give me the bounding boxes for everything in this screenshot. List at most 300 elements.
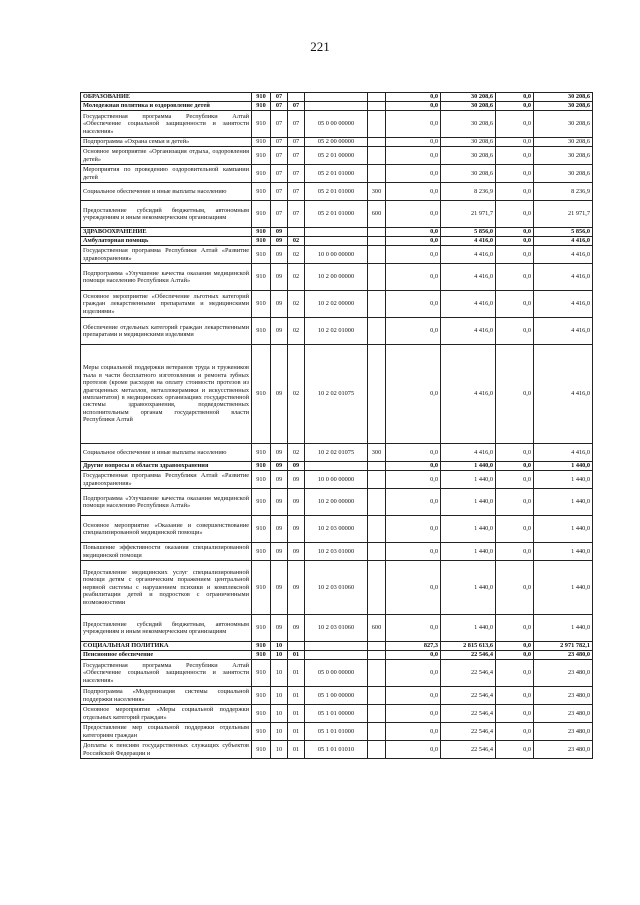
cell-amount-3: 0,0 xyxy=(496,318,534,345)
cell-gr: 910 xyxy=(252,183,271,201)
cell-pr xyxy=(288,228,305,237)
cell-pr: 07 xyxy=(288,183,305,201)
cell-csr: 10 2 03 00000 xyxy=(305,516,368,543)
cell-rz: 09 xyxy=(271,246,288,264)
cell-pr: 01 xyxy=(288,723,305,741)
table-row xyxy=(81,165,593,183)
table-row xyxy=(81,615,593,642)
cell-pr: 02 xyxy=(288,237,305,246)
cell-amount-4: 30 208,6 xyxy=(534,102,593,111)
cell-amount-2: 4 416,0 xyxy=(441,291,496,318)
cell-name: СОЦИАЛЬНАЯ ПОЛИТИКА xyxy=(81,642,252,651)
cell-name: Амбулаторная помощь xyxy=(81,237,252,246)
table-row xyxy=(81,462,593,471)
cell-amount-3: 0,0 xyxy=(496,201,534,228)
cell-amount-4: 30 208,6 xyxy=(534,147,593,165)
cell-rz: 09 xyxy=(271,264,288,291)
cell-csr: 05 0 00 00000 xyxy=(305,111,368,138)
cell-pr: 02 xyxy=(288,444,305,462)
cell-amount-1: 827,3 xyxy=(386,642,441,651)
cell-pr: 07 xyxy=(288,201,305,228)
cell-rz: 07 xyxy=(271,138,288,147)
table-row xyxy=(81,102,593,111)
cell-amount-3: 0,0 xyxy=(496,705,534,723)
table-row xyxy=(81,516,593,543)
cell-amount-1: 0,0 xyxy=(386,102,441,111)
cell-pr: 09 xyxy=(288,615,305,642)
table-row xyxy=(81,228,593,237)
cell-name: ОБРАЗОВАНИЕ xyxy=(81,93,252,102)
cell-csr: 10 0 00 00000 xyxy=(305,246,368,264)
cell-amount-1: 0,0 xyxy=(386,264,441,291)
table-row xyxy=(81,444,593,462)
cell-vr xyxy=(368,543,386,561)
cell-vr xyxy=(368,660,386,687)
cell-amount-1: 0,0 xyxy=(386,228,441,237)
cell-rz: 09 xyxy=(271,345,288,444)
cell-gr: 910 xyxy=(252,264,271,291)
cell-amount-2: 22 546,4 xyxy=(441,651,496,660)
cell-pr: 01 xyxy=(288,705,305,723)
cell-amount-2: 30 208,6 xyxy=(441,93,496,102)
cell-amount-4: 23 480,0 xyxy=(534,660,593,687)
cell-gr: 910 xyxy=(252,705,271,723)
cell-pr: 01 xyxy=(288,660,305,687)
cell-pr: 02 xyxy=(288,291,305,318)
page-number: 221 xyxy=(310,39,330,54)
cell-pr: 09 xyxy=(288,516,305,543)
cell-csr: 10 2 03 01060 xyxy=(305,561,368,615)
cell-amount-2: 1 440,0 xyxy=(441,561,496,615)
cell-amount-3: 0,0 xyxy=(496,93,534,102)
cell-pr: 01 xyxy=(288,651,305,660)
cell-name: Мероприятия по проведению оздоровительной кампании детей xyxy=(81,165,252,183)
cell-vr xyxy=(368,705,386,723)
cell-gr: 910 xyxy=(252,111,271,138)
cell-amount-3: 0,0 xyxy=(496,489,534,516)
cell-csr xyxy=(305,642,368,651)
cell-amount-4: 1 440,0 xyxy=(534,471,593,489)
cell-amount-3: 0,0 xyxy=(496,147,534,165)
cell-rz: 09 xyxy=(271,471,288,489)
cell-name: Обеспечение отдельных категорий граждан лекарственными препаратами и медицинскими изделиями xyxy=(81,318,252,345)
cell-amount-2: 30 208,6 xyxy=(441,111,496,138)
cell-rz: 09 xyxy=(271,318,288,345)
cell-amount-1: 0,0 xyxy=(386,741,441,759)
cell-vr xyxy=(368,561,386,615)
table-row xyxy=(81,237,593,246)
table-row xyxy=(81,93,593,102)
cell-amount-3: 0,0 xyxy=(496,237,534,246)
cell-amount-3: 0,0 xyxy=(496,660,534,687)
cell-amount-1: 0,0 xyxy=(386,147,441,165)
cell-csr: 05 1 01 01000 xyxy=(305,723,368,741)
cell-amount-1: 0,0 xyxy=(386,489,441,516)
cell-csr: 05 2 01 01000 xyxy=(305,165,368,183)
cell-csr xyxy=(305,651,368,660)
cell-amount-2: 1 440,0 xyxy=(441,615,496,642)
cell-rz: 07 xyxy=(271,111,288,138)
cell-amount-3: 0,0 xyxy=(496,615,534,642)
cell-rz: 10 xyxy=(271,642,288,651)
cell-amount-3: 0,0 xyxy=(496,687,534,705)
cell-amount-3: 0,0 xyxy=(496,165,534,183)
cell-amount-4: 4 416,0 xyxy=(534,345,593,444)
cell-rz: 10 xyxy=(271,741,288,759)
table-row xyxy=(81,471,593,489)
cell-pr: 09 xyxy=(288,543,305,561)
cell-amount-1: 0,0 xyxy=(386,615,441,642)
cell-amount-4: 4 416,0 xyxy=(534,237,593,246)
cell-gr: 910 xyxy=(252,102,271,111)
cell-vr xyxy=(368,516,386,543)
cell-amount-3: 0,0 xyxy=(496,516,534,543)
cell-amount-2: 4 416,0 xyxy=(441,444,496,462)
cell-amount-4: 4 416,0 xyxy=(534,444,593,462)
cell-vr xyxy=(368,246,386,264)
table-row xyxy=(81,291,593,318)
table-body xyxy=(81,93,593,759)
cell-gr: 910 xyxy=(252,561,271,615)
cell-csr: 05 2 01 01000 xyxy=(305,201,368,228)
cell-amount-4: 1 440,0 xyxy=(534,561,593,615)
cell-amount-3: 0,0 xyxy=(496,264,534,291)
cell-amount-2: 4 416,0 xyxy=(441,345,496,444)
cell-rz: 09 xyxy=(271,543,288,561)
cell-csr: 10 0 00 00000 xyxy=(305,471,368,489)
cell-amount-2: 1 440,0 xyxy=(441,516,496,543)
cell-name: Предоставление медицинских услуг специализированной помощи детям с органическим поражением центральной нервной системы с нарушением психики и комплексной реабилитации детей и подростков с ограниченными возможностями xyxy=(81,561,252,615)
cell-rz: 07 xyxy=(271,93,288,102)
cell-amount-1: 0,0 xyxy=(386,237,441,246)
cell-vr xyxy=(368,138,386,147)
cell-csr: 10 2 03 01060 xyxy=(305,615,368,642)
cell-amount-3: 0,0 xyxy=(496,723,534,741)
cell-rz: 09 xyxy=(271,489,288,516)
cell-vr xyxy=(368,165,386,183)
cell-amount-2: 30 208,6 xyxy=(441,165,496,183)
cell-amount-4: 30 208,6 xyxy=(534,138,593,147)
cell-rz: 09 xyxy=(271,516,288,543)
cell-vr: 600 xyxy=(368,201,386,228)
cell-csr: 10 2 02 00000 xyxy=(305,291,368,318)
cell-csr xyxy=(305,237,368,246)
cell-amount-4: 4 416,0 xyxy=(534,318,593,345)
cell-name: Основное мероприятие «Оказание и совершенствование специализированной медицинской помощи» xyxy=(81,516,252,543)
cell-csr: 05 1 01 00000 xyxy=(305,705,368,723)
cell-name: Другие вопросы в области здравоохранения xyxy=(81,462,252,471)
cell-gr: 910 xyxy=(252,741,271,759)
table-row xyxy=(81,201,593,228)
cell-name: Подпрограмма «Улучшение качества оказания медицинской помощи населению Республики Алтай» xyxy=(81,264,252,291)
table-row xyxy=(81,318,593,345)
cell-vr xyxy=(368,471,386,489)
cell-vr: 600 xyxy=(368,615,386,642)
cell-csr xyxy=(305,462,368,471)
cell-gr: 910 xyxy=(252,723,271,741)
cell-gr: 910 xyxy=(252,543,271,561)
cell-gr: 910 xyxy=(252,291,271,318)
cell-gr: 910 xyxy=(252,93,271,102)
cell-amount-4: 1 440,0 xyxy=(534,543,593,561)
cell-name: Предоставление мер социальной поддержки отдельным категориям граждан xyxy=(81,723,252,741)
cell-vr xyxy=(368,462,386,471)
cell-amount-1: 0,0 xyxy=(386,345,441,444)
cell-gr: 910 xyxy=(252,318,271,345)
cell-vr: 300 xyxy=(368,444,386,462)
cell-csr: 05 2 01 01000 xyxy=(305,183,368,201)
table-row xyxy=(81,561,593,615)
cell-pr: 01 xyxy=(288,687,305,705)
cell-vr xyxy=(368,741,386,759)
cell-pr: 07 xyxy=(288,138,305,147)
cell-amount-1: 0,0 xyxy=(386,543,441,561)
cell-amount-2: 4 416,0 xyxy=(441,237,496,246)
cell-amount-4: 23 480,0 xyxy=(534,687,593,705)
cell-amount-2: 4 416,0 xyxy=(441,264,496,291)
cell-amount-1: 0,0 xyxy=(386,318,441,345)
cell-pr: 02 xyxy=(288,345,305,444)
cell-vr xyxy=(368,489,386,516)
cell-gr: 910 xyxy=(252,228,271,237)
cell-rz: 10 xyxy=(271,651,288,660)
cell-csr: 05 1 00 00000 xyxy=(305,687,368,705)
cell-name: Основное мероприятие «Обеспечение льготных категорий граждан лекарственными препаратами и медицинскими изделиями» xyxy=(81,291,252,318)
cell-name: Доплаты к пенсиям государственных служащих субъектов Российской Федерации и xyxy=(81,741,252,759)
cell-amount-3: 0,0 xyxy=(496,462,534,471)
cell-name: Государственная программа Республики Алтай «Обеспечение социальной защищенности и занятости населения» xyxy=(81,111,252,138)
cell-vr xyxy=(368,642,386,651)
cell-amount-4: 8 236,9 xyxy=(534,183,593,201)
cell-amount-4: 4 416,0 xyxy=(534,291,593,318)
table-row xyxy=(81,642,593,651)
cell-name: ЗДРАВООХРАНЕНИЕ xyxy=(81,228,252,237)
cell-amount-2: 1 440,0 xyxy=(441,543,496,561)
cell-csr xyxy=(305,93,368,102)
cell-gr: 910 xyxy=(252,615,271,642)
cell-amount-2: 22 546,4 xyxy=(441,687,496,705)
cell-vr xyxy=(368,687,386,705)
cell-amount-2: 1 440,0 xyxy=(441,489,496,516)
table-row xyxy=(81,111,593,138)
cell-csr: 05 2 01 00000 xyxy=(305,147,368,165)
cell-amount-1: 0,0 xyxy=(386,93,441,102)
cell-rz: 09 xyxy=(271,237,288,246)
cell-csr: 10 2 02 01075 xyxy=(305,345,368,444)
cell-amount-2: 1 440,0 xyxy=(441,462,496,471)
cell-gr: 910 xyxy=(252,660,271,687)
cell-gr: 910 xyxy=(252,687,271,705)
cell-gr: 910 xyxy=(252,201,271,228)
cell-vr xyxy=(368,228,386,237)
cell-amount-3: 0,0 xyxy=(496,138,534,147)
table-row xyxy=(81,183,593,201)
cell-rz: 10 xyxy=(271,687,288,705)
cell-pr: 01 xyxy=(288,741,305,759)
cell-amount-4: 1 440,0 xyxy=(534,516,593,543)
cell-amount-2: 22 546,4 xyxy=(441,660,496,687)
cell-csr: 10 2 00 00000 xyxy=(305,489,368,516)
cell-vr xyxy=(368,345,386,444)
cell-amount-1: 0,0 xyxy=(386,651,441,660)
cell-vr xyxy=(368,318,386,345)
cell-rz: 10 xyxy=(271,660,288,687)
cell-vr xyxy=(368,723,386,741)
cell-rz: 07 xyxy=(271,183,288,201)
cell-vr xyxy=(368,264,386,291)
cell-amount-1: 0,0 xyxy=(386,687,441,705)
cell-name: Государственная программа Республики Алтай «Развитие здравоохранения» xyxy=(81,246,252,264)
cell-gr: 910 xyxy=(252,147,271,165)
cell-gr: 910 xyxy=(252,165,271,183)
cell-gr: 910 xyxy=(252,651,271,660)
cell-pr: 09 xyxy=(288,471,305,489)
cell-amount-3: 0,0 xyxy=(496,471,534,489)
cell-rz: 09 xyxy=(271,561,288,615)
cell-amount-1: 0,0 xyxy=(386,705,441,723)
cell-rz: 07 xyxy=(271,201,288,228)
cell-amount-2: 22 546,4 xyxy=(441,741,496,759)
cell-rz: 07 xyxy=(271,147,288,165)
cell-rz: 09 xyxy=(271,228,288,237)
budget-table xyxy=(80,92,593,759)
cell-vr xyxy=(368,147,386,165)
cell-amount-2: 4 416,0 xyxy=(441,246,496,264)
table-row xyxy=(81,543,593,561)
cell-rz: 09 xyxy=(271,615,288,642)
cell-gr: 910 xyxy=(252,642,271,651)
cell-amount-4: 2 971 782,1 xyxy=(534,642,593,651)
cell-rz: 07 xyxy=(271,102,288,111)
cell-gr: 910 xyxy=(252,345,271,444)
cell-amount-4: 30 208,6 xyxy=(534,165,593,183)
cell-pr: 07 xyxy=(288,102,305,111)
table-row xyxy=(81,705,593,723)
cell-amount-2: 22 546,4 xyxy=(441,723,496,741)
cell-name: Подпрограмма «Охрана семьи и детей» xyxy=(81,138,252,147)
cell-amount-4: 21 971,7 xyxy=(534,201,593,228)
cell-rz: 07 xyxy=(271,165,288,183)
cell-name: Предоставление субсидий бюджетным, автономным учреждениям и иным некоммерческим организациям xyxy=(81,201,252,228)
cell-name: Меры социальной поддержки ветеранов труда и тружеников тыла в части бесплатного изготовления и ремонта зубных протезов (кроме расходов на оплату стоимости протезов из драгоценных металлов, металлокерамики и искусственных имплантатов) в медицинских организациях государственной системы здравоохранения, подведомственных исполнительным органам государственной власти Республики Алтай xyxy=(81,345,252,444)
cell-vr xyxy=(368,651,386,660)
cell-amount-2: 30 208,6 xyxy=(441,147,496,165)
cell-vr xyxy=(368,111,386,138)
cell-pr: 02 xyxy=(288,264,305,291)
cell-name: Социальное обеспечение и иные выплаты населению xyxy=(81,444,252,462)
cell-amount-3: 0,0 xyxy=(496,111,534,138)
cell-name: Основное мероприятие «Организация отдыха, оздоровления детей» xyxy=(81,147,252,165)
cell-gr: 910 xyxy=(252,237,271,246)
cell-amount-2: 5 856,0 xyxy=(441,228,496,237)
cell-gr: 910 xyxy=(252,138,271,147)
cell-amount-3: 0,0 xyxy=(496,651,534,660)
cell-amount-4: 23 480,0 xyxy=(534,741,593,759)
cell-amount-1: 0,0 xyxy=(386,111,441,138)
cell-amount-2: 8 236,9 xyxy=(441,183,496,201)
cell-gr: 910 xyxy=(252,246,271,264)
cell-pr: 09 xyxy=(288,462,305,471)
cell-amount-4: 1 440,0 xyxy=(534,462,593,471)
cell-name: Подпрограмма «Улучшение качества оказания медицинской помощи населению Республики Алтай» xyxy=(81,489,252,516)
cell-vr xyxy=(368,291,386,318)
cell-rz: 09 xyxy=(271,444,288,462)
cell-pr xyxy=(288,93,305,102)
cell-name: Пенсионное обеспечение xyxy=(81,651,252,660)
cell-amount-3: 0,0 xyxy=(496,246,534,264)
cell-rz: 10 xyxy=(271,705,288,723)
cell-amount-2: 4 416,0 xyxy=(441,318,496,345)
cell-gr: 910 xyxy=(252,462,271,471)
cell-csr: 05 0 00 00000 xyxy=(305,660,368,687)
cell-amount-3: 0,0 xyxy=(496,741,534,759)
table-row xyxy=(81,741,593,759)
cell-vr: 300 xyxy=(368,183,386,201)
cell-pr: 07 xyxy=(288,165,305,183)
cell-gr: 910 xyxy=(252,516,271,543)
cell-gr: 910 xyxy=(252,444,271,462)
cell-csr: 05 1 01 01010 xyxy=(305,741,368,759)
table-row xyxy=(81,264,593,291)
cell-amount-3: 0,0 xyxy=(496,291,534,318)
cell-amount-2: 1 440,0 xyxy=(441,471,496,489)
cell-name: Основное мероприятие «Меры социальной поддержки отдельных категорий граждан» xyxy=(81,705,252,723)
cell-pr: 02 xyxy=(288,318,305,345)
cell-amount-2: 2 815 613,6 xyxy=(441,642,496,651)
cell-amount-2: 30 208,6 xyxy=(441,102,496,111)
cell-amount-1: 0,0 xyxy=(386,201,441,228)
table-row xyxy=(81,723,593,741)
cell-gr: 910 xyxy=(252,489,271,516)
cell-csr: 10 2 02 01000 xyxy=(305,318,368,345)
cell-amount-1: 0,0 xyxy=(386,165,441,183)
cell-vr xyxy=(368,237,386,246)
cell-amount-4: 30 208,6 xyxy=(534,93,593,102)
cell-amount-3: 0,0 xyxy=(496,561,534,615)
cell-csr: 05 2 00 00000 xyxy=(305,138,368,147)
cell-pr: 09 xyxy=(288,489,305,516)
cell-amount-4: 4 416,0 xyxy=(534,246,593,264)
cell-amount-1: 0,0 xyxy=(386,471,441,489)
cell-name: Подпрограмма «Модернизация системы социальной поддержки населения» xyxy=(81,687,252,705)
cell-vr xyxy=(368,93,386,102)
cell-rz: 09 xyxy=(271,462,288,471)
cell-amount-1: 0,0 xyxy=(386,561,441,615)
table-row xyxy=(81,246,593,264)
table-row xyxy=(81,660,593,687)
cell-amount-3: 0,0 xyxy=(496,543,534,561)
cell-amount-4: 30 208,6 xyxy=(534,111,593,138)
table-row xyxy=(81,489,593,516)
cell-amount-2: 22 546,4 xyxy=(441,705,496,723)
cell-name: Социальное обеспечение и иные выплаты населению xyxy=(81,183,252,201)
cell-amount-3: 0,0 xyxy=(496,345,534,444)
cell-amount-4: 23 480,0 xyxy=(534,705,593,723)
cell-amount-3: 0,0 xyxy=(496,102,534,111)
cell-amount-1: 0,0 xyxy=(386,138,441,147)
cell-name: Повышение эффективности оказания специализированной медицинской помощи xyxy=(81,543,252,561)
cell-amount-4: 1 440,0 xyxy=(534,489,593,516)
cell-amount-1: 0,0 xyxy=(386,444,441,462)
cell-amount-4: 23 480,0 xyxy=(534,651,593,660)
cell-csr: 10 2 03 01000 xyxy=(305,543,368,561)
cell-amount-4: 4 416,0 xyxy=(534,264,593,291)
cell-pr: 07 xyxy=(288,111,305,138)
cell-csr xyxy=(305,228,368,237)
table-row xyxy=(81,345,593,444)
cell-rz: 10 xyxy=(271,723,288,741)
cell-name: Государственная программа Республики Алтай «Обеспечение социальной защищенности и занятости населения» xyxy=(81,660,252,687)
